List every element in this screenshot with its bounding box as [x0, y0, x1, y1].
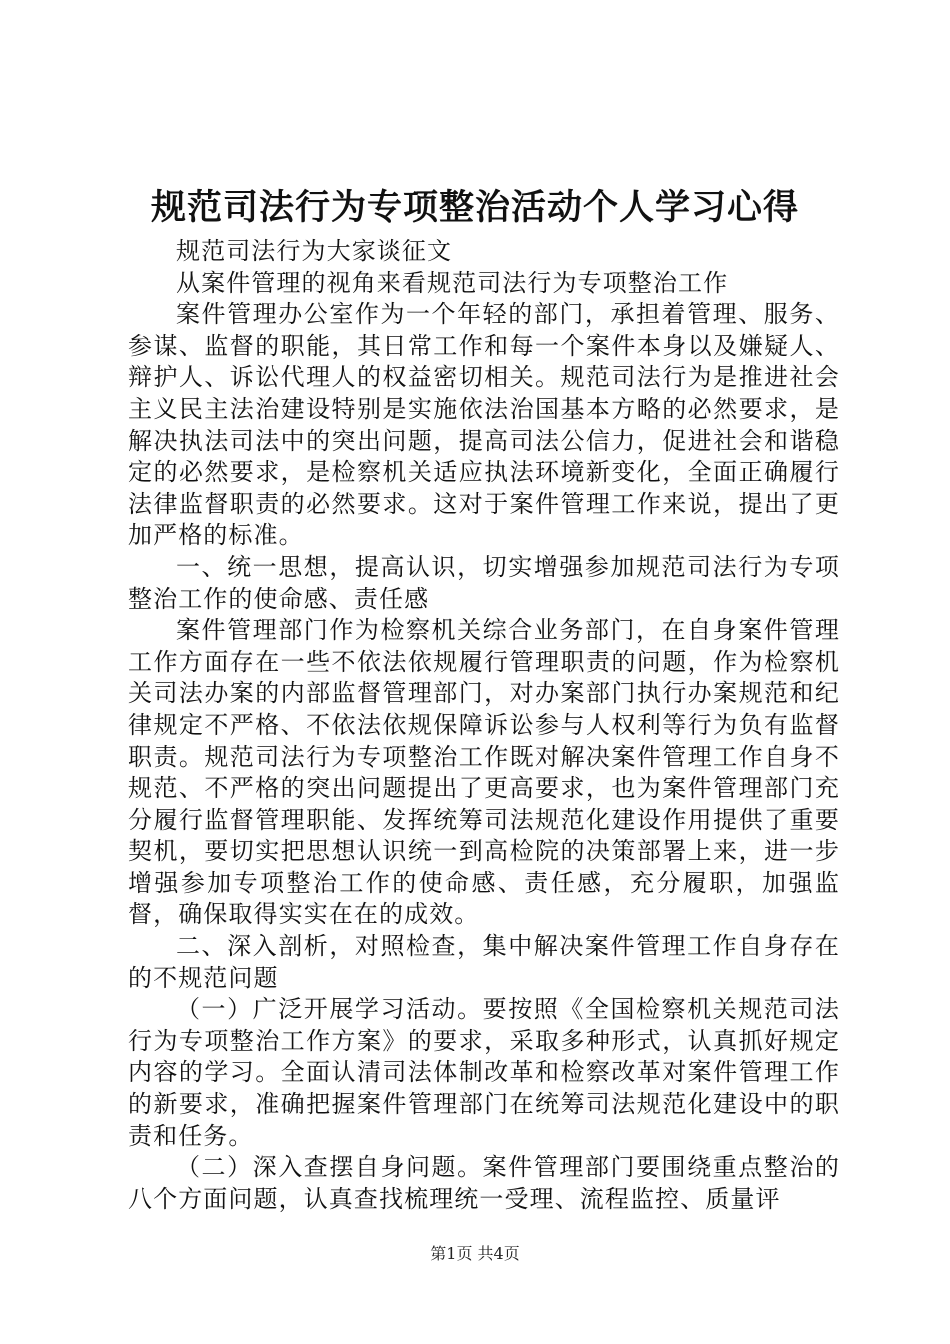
- paragraph-section-one-heading: 一、统一思想，提高认识，切实增强参加规范司法行为专项整治工作的使命感、责任感: [128, 552, 840, 613]
- paragraph-intro: 案件管理办公室作为一个年轻的部门，承担着管理、服务、参谋、监督的职能，其日常工作和每一个案件本身以及嫌疑人、辩护人、诉讼代理人的权益密切相关。规范司法行为是推进社会主义民主法治建设特别是实施依法治国基本方略的必然要求，是解决执法司法中的突出问题，提高司法公信力，促进社会和谐稳定的必然要求，是检察机关适应执法环境新变化，全面正确履行法律监督职责的必然要求。这对于案件管理工作来说，提出了更加严格的标准。: [128, 300, 840, 550]
- paragraph-item-one: （一）广泛开展学习活动。要按照《全国检察机关规范司法行为专项整治工作方案》的要求，采取多种形式，认真抓好规定内容的学习。全面认清司法体制改革和检察改革对案件管理工作的新要求，准确把握案件管理部门在统筹司法规范化建设中的职责和任务。: [128, 995, 840, 1150]
- document-title: 规范司法行为专项整治活动个人学习心得: [150, 187, 799, 228]
- paragraph-section-two-heading: 二、深入剖析，对照检查，集中解决案件管理工作自身存在的不规范问题: [128, 932, 840, 992]
- page-footer: 第1页 共4页: [430, 1244, 520, 1263]
- paragraph-essay-label: 规范司法行为大家谈征文: [176, 237, 453, 265]
- document-body: [128, 236, 840, 1215]
- paragraph-item-two: （二）深入查摆自身问题。案件管理部门要围绕重点整治的八个方面问题，认真查找梳理统一受理、流程监控、质量评: [128, 1153, 840, 1213]
- paragraph-subtitle: 从案件管理的视角来看规范司法行为专项整治工作: [176, 268, 729, 297]
- paragraph-section-one-body: 案件管理部门作为检察机关综合业务部门，在自身案件管理工作方面存在一些不依法依规履行管理职责的问题，作为检察机关司法办案的内部监督管理部门，对办案部门执行办案规范和纪律规定不严格、不依法依规保障诉讼参与人权利等行为负有监督职责。规范司法行为专项整治工作既对解决案件管理工作自身不规范、不严格的突出问题提出了更高要求，也为案件管理部门充分履行监督管理职能、发挥统筹司法规范化建设作用提供了重要契机，要切实把思想认识统一到高检院的决策部署上来，进一步增强参加专项整治工作的使命感、责任感，充分履职，加强监督，确保取得实实在在的成效。: [128, 616, 840, 929]
